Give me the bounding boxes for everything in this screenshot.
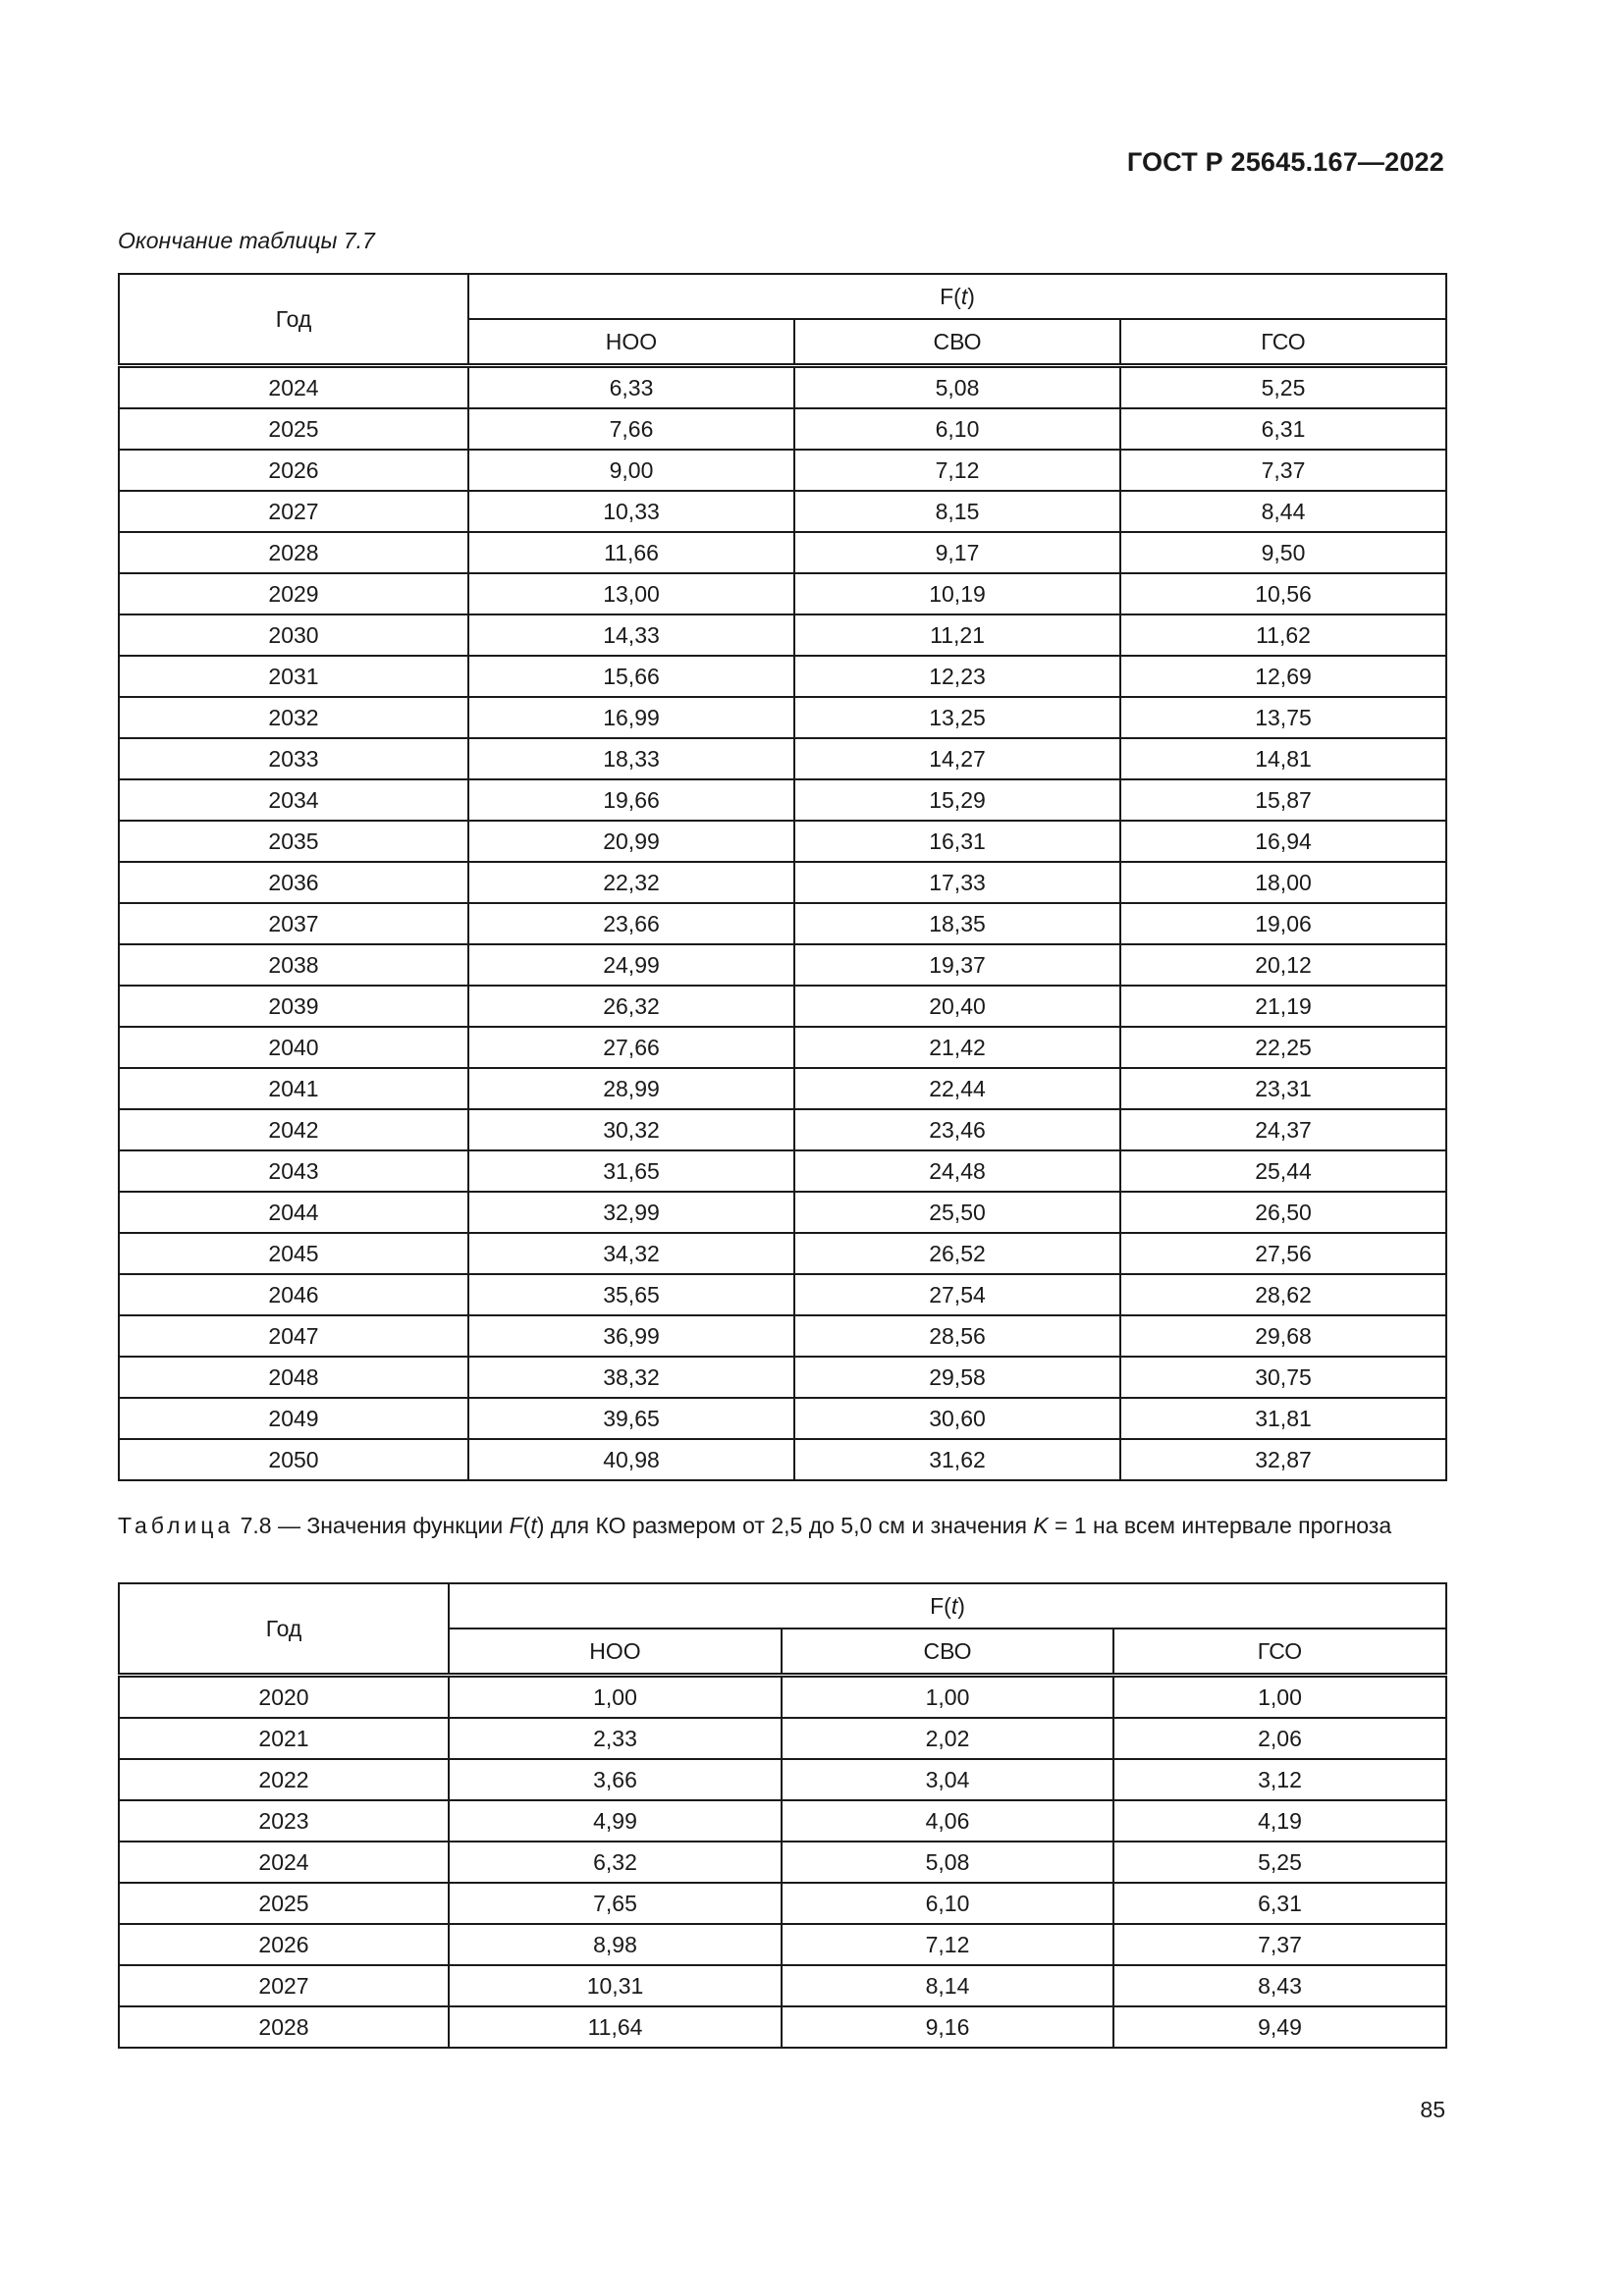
gso-value-cell: 2,06	[1113, 1718, 1446, 1759]
svo-value-cell: 8,15	[794, 491, 1120, 532]
gso-value-cell: 27,56	[1120, 1233, 1446, 1274]
year-cell: 2029	[119, 573, 468, 614]
function-group-header	[468, 274, 1446, 319]
table-row	[119, 944, 1446, 986]
function-close: )	[957, 1592, 965, 1619]
year-cell: 2031	[119, 656, 468, 697]
gso-value-cell: 10,56	[1120, 573, 1446, 614]
gso-value-cell: 7,37	[1113, 1924, 1446, 1965]
table-row	[119, 366, 1446, 409]
noo-value-cell: 39,65	[468, 1398, 794, 1439]
svo-value-cell: 10,19	[794, 573, 1120, 614]
column-header-svo: СВО	[794, 319, 1120, 366]
svo-value-cell: 11,21	[794, 614, 1120, 656]
year-cell: 2026	[119, 1924, 449, 1965]
noo-value-cell: 19,66	[468, 779, 794, 821]
year-cell: 2023	[119, 1800, 449, 1842]
table-row	[119, 862, 1446, 903]
noo-value-cell: 35,65	[468, 1274, 794, 1315]
svo-value-cell: 19,37	[794, 944, 1120, 986]
noo-value-cell: 30,32	[468, 1109, 794, 1150]
gso-value-cell: 20,12	[1120, 944, 1446, 986]
svo-value-cell: 18,35	[794, 903, 1120, 944]
year-cell: 2027	[119, 491, 468, 532]
year-cell: 2041	[119, 1068, 468, 1109]
noo-value-cell: 7,66	[468, 408, 794, 450]
year-cell: 2025	[119, 408, 468, 450]
svo-value-cell: 26,52	[794, 1233, 1120, 1274]
function-group-header	[449, 1583, 1446, 1629]
noo-value-cell: 2,33	[449, 1718, 782, 1759]
function-name: F(	[930, 1592, 951, 1619]
function-name: F(	[940, 283, 961, 309]
gso-value-cell: 9,49	[1113, 2006, 1446, 2048]
svo-value-cell: 9,16	[782, 2006, 1113, 2048]
noo-value-cell: 22,32	[468, 862, 794, 903]
svo-value-cell: 3,04	[782, 1759, 1113, 1800]
noo-value-cell: 34,32	[468, 1233, 794, 1274]
noo-value-cell: 10,31	[449, 1965, 782, 2006]
year-cell: 2050	[119, 1439, 468, 1480]
year-cell: 2033	[119, 738, 468, 779]
table-continuation-label: Окончание таблицы 7.7	[118, 228, 375, 253]
noo-value-cell: 40,98	[468, 1439, 794, 1480]
table-row	[119, 408, 1446, 450]
table-row	[119, 1398, 1446, 1439]
svo-value-cell: 22,44	[794, 1068, 1120, 1109]
year-cell: 2025	[119, 1883, 449, 1924]
gso-value-cell: 25,44	[1120, 1150, 1446, 1192]
svo-value-cell: 20,40	[794, 986, 1120, 1027]
year-cell: 2024	[119, 366, 468, 409]
svo-value-cell: 15,29	[794, 779, 1120, 821]
table-row	[119, 532, 1446, 573]
noo-value-cell: 14,33	[468, 614, 794, 656]
gso-value-cell: 13,75	[1120, 697, 1446, 738]
column-header-gso: ГСО	[1120, 319, 1446, 366]
svo-value-cell: 4,06	[782, 1800, 1113, 1842]
svo-value-cell: 5,08	[794, 366, 1120, 409]
table-row	[119, 1759, 1446, 1800]
noo-value-cell: 24,99	[468, 944, 794, 986]
column-header-noo: НОО	[468, 319, 794, 366]
table-row	[119, 1676, 1446, 1719]
year-cell: 2034	[119, 779, 468, 821]
year-cell: 2024	[119, 1842, 449, 1883]
gso-value-cell: 12,69	[1120, 656, 1446, 697]
gso-value-cell: 6,31	[1113, 1883, 1446, 1924]
noo-value-cell: 11,66	[468, 532, 794, 573]
year-cell: 2047	[119, 1315, 468, 1357]
page-number: 85	[1420, 2097, 1445, 2122]
svo-value-cell: 28,56	[794, 1315, 1120, 1357]
table-row	[119, 656, 1446, 697]
function-variable: t	[950, 1592, 958, 1619]
gso-value-cell: 19,06	[1120, 903, 1446, 944]
gso-value-cell: 24,37	[1120, 1109, 1446, 1150]
year-cell: 2027	[119, 1965, 449, 2006]
table-row	[119, 2006, 1446, 2048]
gso-value-cell: 29,68	[1120, 1315, 1446, 1357]
year-column-header: Год	[119, 274, 468, 366]
year-cell: 2046	[119, 1274, 468, 1315]
year-cell: 2020	[119, 1676, 449, 1719]
year-column-header: Год	[119, 1583, 449, 1676]
table-row	[119, 1357, 1446, 1398]
table-row	[119, 1315, 1446, 1357]
svo-value-cell: 16,31	[794, 821, 1120, 862]
svo-value-cell: 30,60	[794, 1398, 1120, 1439]
caption-paren: (	[522, 1513, 531, 1538]
table-row	[119, 986, 1446, 1027]
year-cell: 2049	[119, 1398, 468, 1439]
svo-value-cell: 6,10	[782, 1883, 1113, 1924]
caption-text-2: ) для КО размером от 2,5 до 5,0 см и значения	[536, 1513, 1034, 1538]
gso-value-cell: 22,25	[1120, 1027, 1446, 1068]
svo-value-cell: 5,08	[782, 1842, 1113, 1883]
gso-value-cell: 9,50	[1120, 532, 1446, 573]
gso-value-cell: 1,00	[1113, 1676, 1446, 1719]
noo-value-cell: 11,64	[449, 2006, 782, 2048]
svo-value-cell: 7,12	[782, 1924, 1113, 1965]
gso-value-cell: 30,75	[1120, 1357, 1446, 1398]
svo-value-cell: 7,12	[794, 450, 1120, 491]
document-code: ГОСТ Р 25645.167—2022	[1126, 147, 1444, 177]
year-cell: 2039	[119, 986, 468, 1027]
year-cell: 2037	[119, 903, 468, 944]
noo-value-cell: 13,00	[468, 573, 794, 614]
noo-value-cell: 3,66	[449, 1759, 782, 1800]
gso-value-cell: 8,43	[1113, 1965, 1446, 2006]
table-row	[119, 491, 1446, 532]
table-row	[119, 1027, 1446, 1068]
table-row	[119, 1965, 1446, 2006]
year-cell: 2043	[119, 1150, 468, 1192]
table-row	[119, 1842, 1446, 1883]
caption-k: K	[1033, 1513, 1049, 1538]
caption-t: t	[530, 1513, 537, 1538]
svo-value-cell: 27,54	[794, 1274, 1120, 1315]
svo-value-cell: 23,46	[794, 1109, 1120, 1150]
table-row	[119, 614, 1446, 656]
svo-value-cell: 25,50	[794, 1192, 1120, 1233]
gso-value-cell: 16,94	[1120, 821, 1446, 862]
gso-value-cell: 5,25	[1120, 366, 1446, 409]
column-header-noo: НОО	[449, 1629, 782, 1676]
noo-value-cell: 26,32	[468, 986, 794, 1027]
svo-value-cell: 21,42	[794, 1027, 1120, 1068]
year-cell: 2036	[119, 862, 468, 903]
svo-value-cell: 1,00	[782, 1676, 1113, 1719]
svo-value-cell: 6,10	[794, 408, 1120, 450]
table-7-7-body	[119, 366, 1446, 1481]
function-close: )	[967, 283, 975, 309]
gso-value-cell: 31,81	[1120, 1398, 1446, 1439]
year-cell: 2022	[119, 1759, 449, 1800]
table-row	[119, 1800, 1446, 1842]
gso-value-cell: 11,62	[1120, 614, 1446, 656]
table-7-8-body	[119, 1676, 1446, 2049]
noo-value-cell: 38,32	[468, 1357, 794, 1398]
noo-value-cell: 9,00	[468, 450, 794, 491]
table-row	[119, 573, 1446, 614]
noo-value-cell: 15,66	[468, 656, 794, 697]
gso-value-cell: 26,50	[1120, 1192, 1446, 1233]
year-cell: 2038	[119, 944, 468, 986]
year-cell: 2028	[119, 532, 468, 573]
gso-value-cell: 23,31	[1120, 1068, 1446, 1109]
year-cell: 2044	[119, 1192, 468, 1233]
gso-value-cell: 15,87	[1120, 779, 1446, 821]
gso-value-cell: 7,37	[1120, 450, 1446, 491]
year-cell: 2021	[119, 1718, 449, 1759]
gso-value-cell: 5,25	[1113, 1842, 1446, 1883]
year-cell: 2048	[119, 1357, 468, 1398]
gso-value-cell: 3,12	[1113, 1759, 1446, 1800]
year-cell: 2045	[119, 1233, 468, 1274]
noo-value-cell: 6,32	[449, 1842, 782, 1883]
noo-value-cell: 16,99	[468, 697, 794, 738]
svo-value-cell: 24,48	[794, 1150, 1120, 1192]
noo-value-cell: 20,99	[468, 821, 794, 862]
svo-value-cell: 8,14	[782, 1965, 1113, 2006]
column-header-svo: СВО	[782, 1629, 1113, 1676]
noo-value-cell: 10,33	[468, 491, 794, 532]
noo-value-cell: 6,33	[468, 366, 794, 409]
year-cell: 2026	[119, 450, 468, 491]
table-row	[119, 1192, 1446, 1233]
noo-value-cell: 32,99	[468, 1192, 794, 1233]
table-7-8-caption	[118, 1510, 1445, 1541]
noo-value-cell: 31,65	[468, 1150, 794, 1192]
year-cell: 2035	[119, 821, 468, 862]
gso-value-cell: 18,00	[1120, 862, 1446, 903]
function-variable: t	[960, 283, 968, 309]
svo-value-cell: 29,58	[794, 1357, 1120, 1398]
noo-value-cell: 1,00	[449, 1676, 782, 1719]
noo-value-cell: 18,33	[468, 738, 794, 779]
table-row	[119, 1924, 1446, 1965]
svo-value-cell: 14,27	[794, 738, 1120, 779]
noo-value-cell: 23,66	[468, 903, 794, 944]
table-row	[119, 903, 1446, 944]
noo-value-cell: 36,99	[468, 1315, 794, 1357]
table-7-8	[118, 1582, 1447, 2049]
table-row	[119, 1233, 1446, 1274]
table-7-7	[118, 273, 1447, 1481]
gso-value-cell: 28,62	[1120, 1274, 1446, 1315]
caption-f: F	[509, 1513, 523, 1538]
table-row	[119, 1150, 1446, 1192]
year-cell: 2030	[119, 614, 468, 656]
noo-value-cell: 4,99	[449, 1800, 782, 1842]
year-cell: 2028	[119, 2006, 449, 2048]
table-row	[119, 779, 1446, 821]
table-row	[119, 738, 1446, 779]
gso-value-cell: 6,31	[1120, 408, 1446, 450]
caption-text-3: = 1 на всем интервале прогноза	[1048, 1513, 1392, 1538]
noo-value-cell: 7,65	[449, 1883, 782, 1924]
svo-value-cell: 31,62	[794, 1439, 1120, 1480]
caption-word: Таблица	[118, 1513, 235, 1538]
noo-value-cell: 8,98	[449, 1924, 782, 1965]
svo-value-cell: 13,25	[794, 697, 1120, 738]
table-row	[119, 1439, 1446, 1480]
year-cell: 2042	[119, 1109, 468, 1150]
table-row	[119, 1109, 1446, 1150]
svo-value-cell: 17,33	[794, 862, 1120, 903]
table-row	[119, 1718, 1446, 1759]
svo-value-cell: 9,17	[794, 532, 1120, 573]
gso-value-cell: 32,87	[1120, 1439, 1446, 1480]
table-row	[119, 697, 1446, 738]
noo-value-cell: 28,99	[468, 1068, 794, 1109]
table-row	[119, 1883, 1446, 1924]
noo-value-cell: 27,66	[468, 1027, 794, 1068]
caption-text-1: 7.8 — Значения функции	[234, 1513, 510, 1538]
table-row	[119, 450, 1446, 491]
gso-value-cell: 21,19	[1120, 986, 1446, 1027]
gso-value-cell: 4,19	[1113, 1800, 1446, 1842]
table-row	[119, 821, 1446, 862]
year-cell: 2032	[119, 697, 468, 738]
gso-value-cell: 8,44	[1120, 491, 1446, 532]
year-cell: 2040	[119, 1027, 468, 1068]
column-header-gso: ГСО	[1113, 1629, 1446, 1676]
svo-value-cell: 12,23	[794, 656, 1120, 697]
table-row	[119, 1068, 1446, 1109]
gso-value-cell: 14,81	[1120, 738, 1446, 779]
svo-value-cell: 2,02	[782, 1718, 1113, 1759]
table-row	[119, 1274, 1446, 1315]
